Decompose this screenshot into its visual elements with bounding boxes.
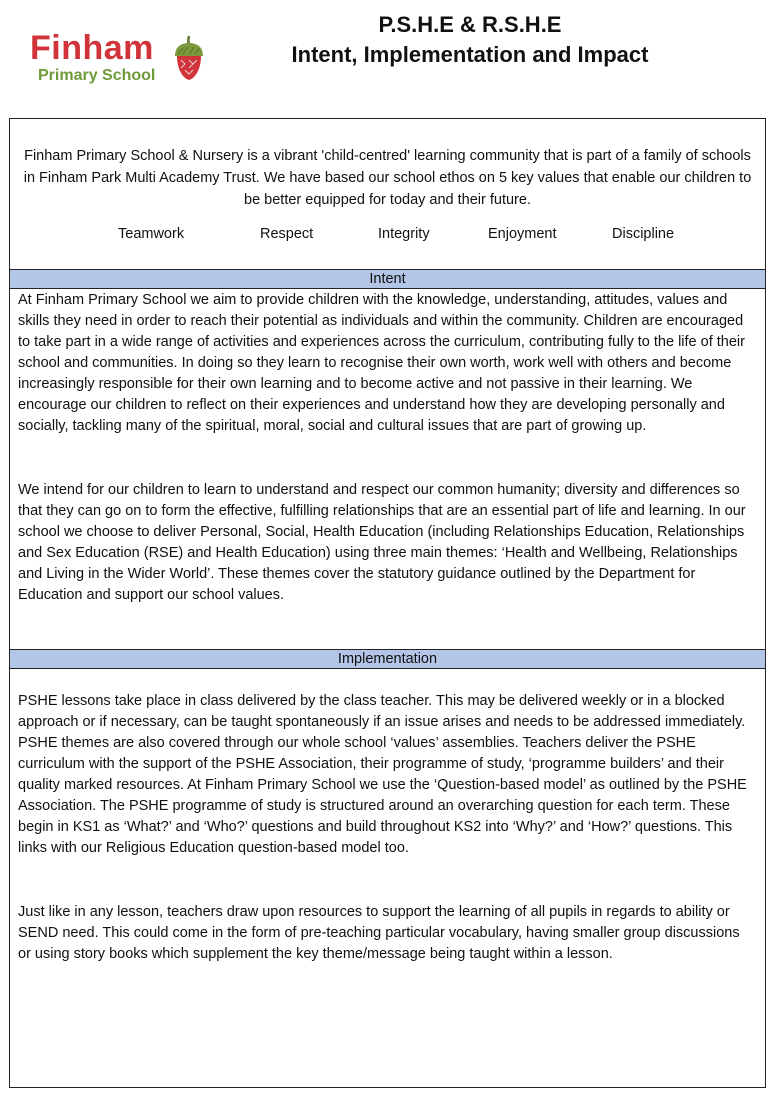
implementation-heading: Implementation	[10, 649, 765, 669]
school-values	[10, 226, 765, 248]
acorn-icon	[172, 34, 206, 82]
logo-subtitle: Primary School	[38, 67, 156, 84]
intent-heading: Intent	[10, 269, 765, 289]
page-title	[250, 10, 690, 70]
logo-name: Finham	[30, 29, 154, 67]
intent-paragraph-2: We intend for our children to learn to understand and respect our common humanity; diversity and differences so that they can go on to form the effective, fulfilling relationships that are an essential part of life and learning. In our school we choose to deliver Personal, Social, Health Education (including Relationships Education, Relationships and Sex Education (RSE) and Health Education) using three main themes: ‘Health and Wellbeing, Relationships and Living in the Wider World’. These themes cover the statutory guidance outlined by the Department for Education and support our school values.	[18, 482, 746, 603]
ethos-statement: Finham Primary School & Nursery is a vibrant 'child-centred' learning community that is part of a family of schools in Finham Park Multi Academy Trust. We have based our school ethos on 5 key values that enable our children to be better equipped for today and their future.	[23, 148, 752, 208]
value-integrity: Integrity	[378, 226, 430, 242]
intent-paragraph-1: At Finham Primary School we aim to provide children with the knowledge, understanding, attitudes, values and skills they need in order to reach their potential as individuals and within the community. Children are encouraged to take part in a wide range of activities and experiences across the curriculum, contributing fully to the life of their school and communities. In doing so they learn to recognise their own worth, work well with others and become increasingly responsible for their own learning and to become active and not passive in their learning. We encourage our children to reflect on their experiences and understand how they are developing personally and socially, tackling many of the spiritual, moral, social and cultural issues that are part of growing up.	[18, 292, 745, 434]
value-teamwork: Teamwork	[118, 226, 185, 242]
title-line-2: Intent, Implementation and Impact	[291, 42, 649, 67]
implementation-paragraph-1: PSHE lessons take place in class delivered by the class teacher. This may be delivered weekly or in a blocked approach or if necessary, can be taught spontaneously if an issue arises and needs to be addressed immediately. PSHE themes are also covered through our whole school ‘values’ assemblies. Teachers deliver the PSHE curriculum with the support of the PSHE Association, their programme of study, ‘programme builders’ and their quality marked resources. At Finham Primary School we use the ‘Question-based model’ as outlined by the PSHE Association. The PSHE programme of study is structured around an overarching question for each term. These begin in KS1 as ‘What?’ and ‘Who?’ questions and build throughout KS2 into ‘Why?’ and ‘How?’ questions. This links with our Religious Education question-based model too.	[18, 693, 747, 856]
value-discipline: Discipline	[612, 226, 675, 242]
content-frame	[9, 118, 766, 1088]
school-logo	[28, 30, 218, 90]
title-line-1: P.S.H.E & R.S.H.E	[378, 12, 562, 37]
page-header	[0, 0, 779, 118]
implementation-paragraph-2: Just like in any lesson, teachers draw upon resources to support the learning of all pupils in regards to ability or SEND need. This could come in the form of pre-teaching particular vocabulary, having smaller group discussions or using story books which supplement the key theme/message being taught within a lesson.	[18, 904, 740, 962]
value-enjoyment: Enjoyment	[488, 226, 557, 242]
value-respect: Respect	[260, 226, 314, 242]
